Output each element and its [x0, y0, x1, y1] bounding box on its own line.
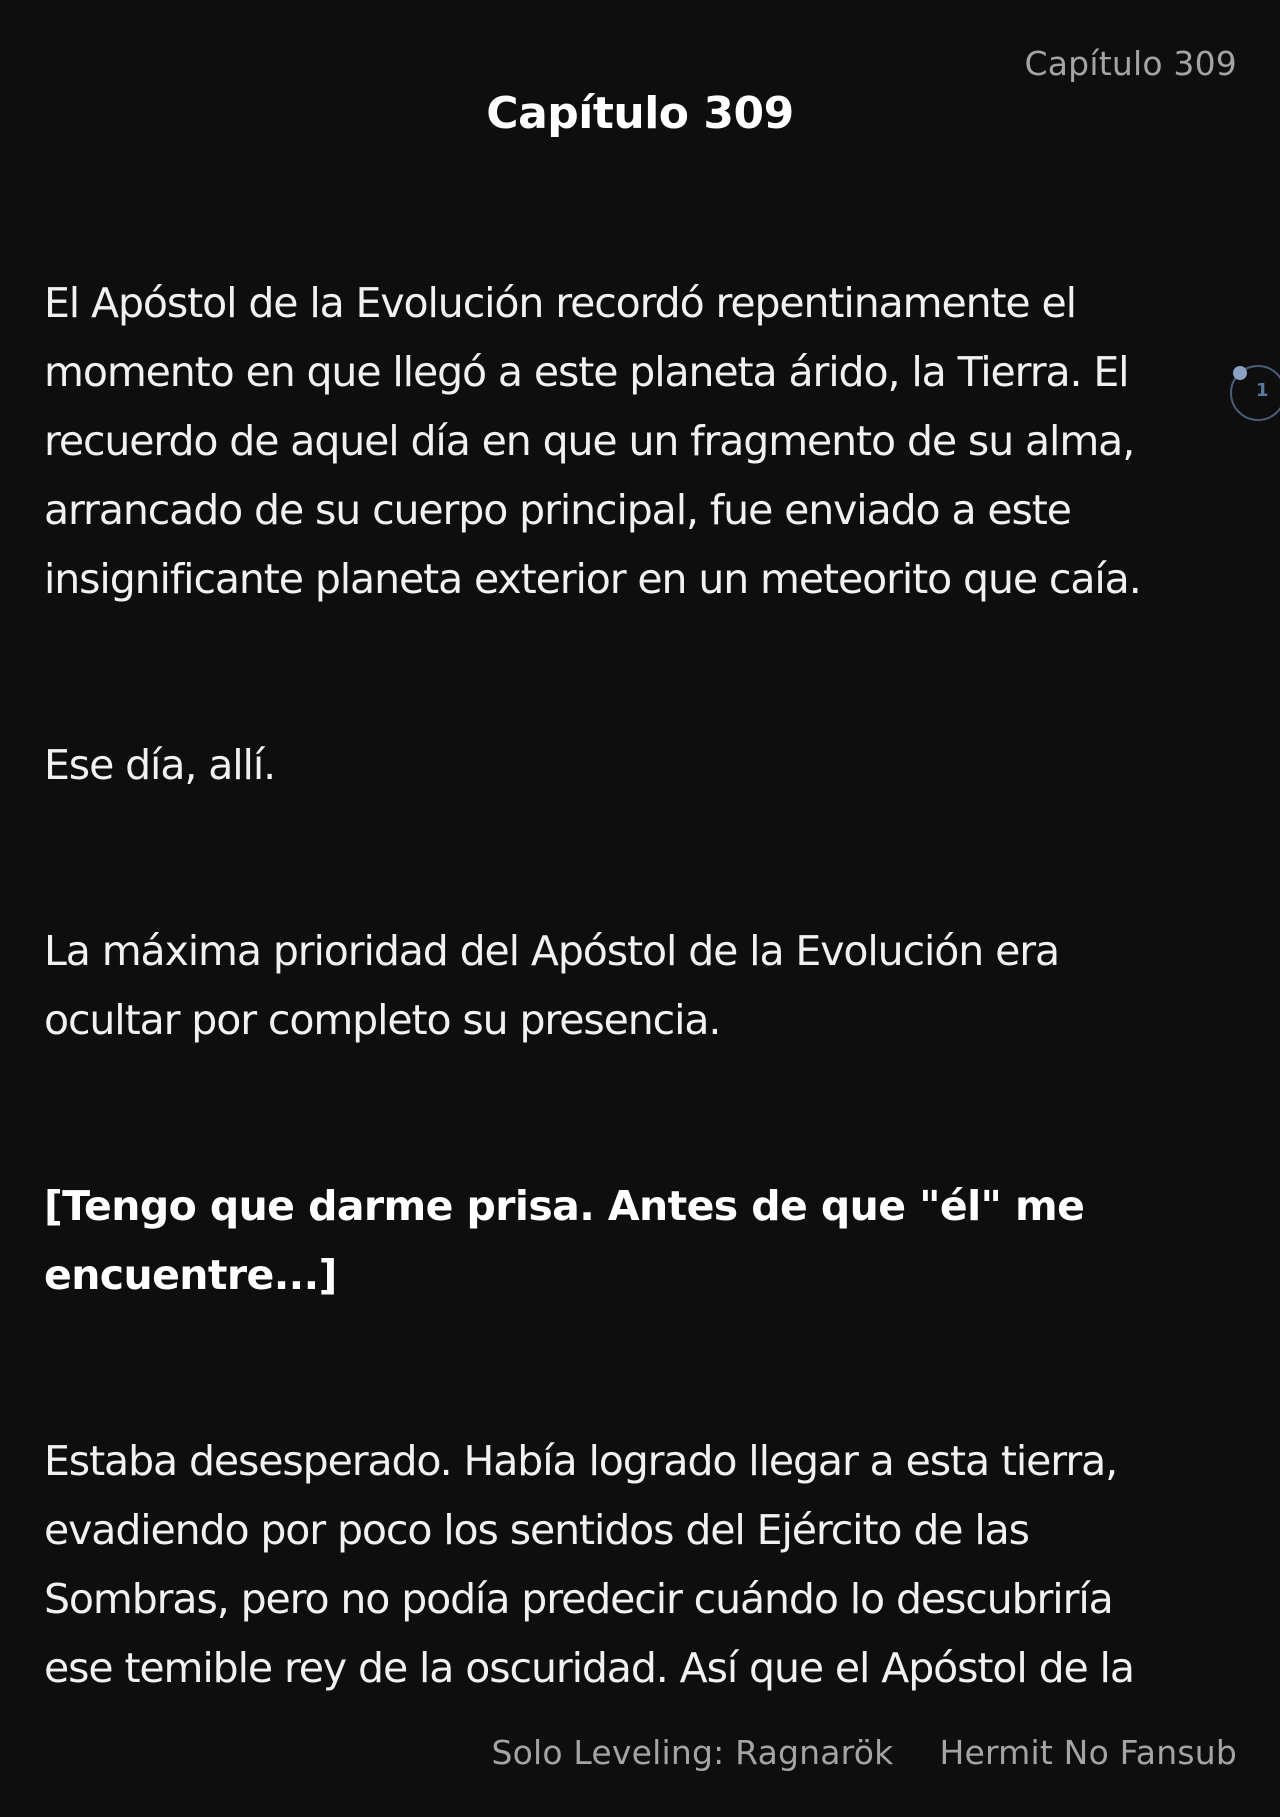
paragraph-3: La máxima prioridad del Apóstol de la Evolución era ocultar por completo su presencia.	[44, 927, 1060, 1044]
paragraph-1: El Apóstol de la Evolución recordó repentinamente el momento en que llegó a este planeta árido, la Tierra. El recuerdo de aquel día en que un fragmento de su alma, arrancado de su cuerpo principal, fue enviado a este insignificante planeta exterior en un meteorito que caía.	[44, 279, 1141, 603]
note-indicator-dot	[1233, 366, 1247, 380]
footer-translator: Hermit No Fansub	[939, 1733, 1237, 1772]
paragraph-5: Estaba desesperado. Había logrado llegar a esta tierra, evadiendo por poco los sentidos del Ejército de las Sombras, pero no podía predecir cuándo lo descubriría ese temible rey de la oscuridad. Así que el Apóstol de la	[44, 1437, 1134, 1692]
footer-novel-title: Solo Leveling: Ragnarök	[491, 1733, 894, 1772]
chapter-title: Capítulo 309	[486, 88, 794, 139]
note-count: 1	[1256, 380, 1269, 401]
paragraph-4-dialogue: [Tengo que darme prisa. Antes de que "él" me encuentre...]	[44, 1182, 1085, 1299]
footer	[491, 1733, 1237, 1772]
paragraph-2: Ese día, allí.	[44, 741, 276, 789]
header-chapter-label: Capítulo 309	[1024, 44, 1237, 83]
chapter-content	[44, 269, 1244, 1703]
